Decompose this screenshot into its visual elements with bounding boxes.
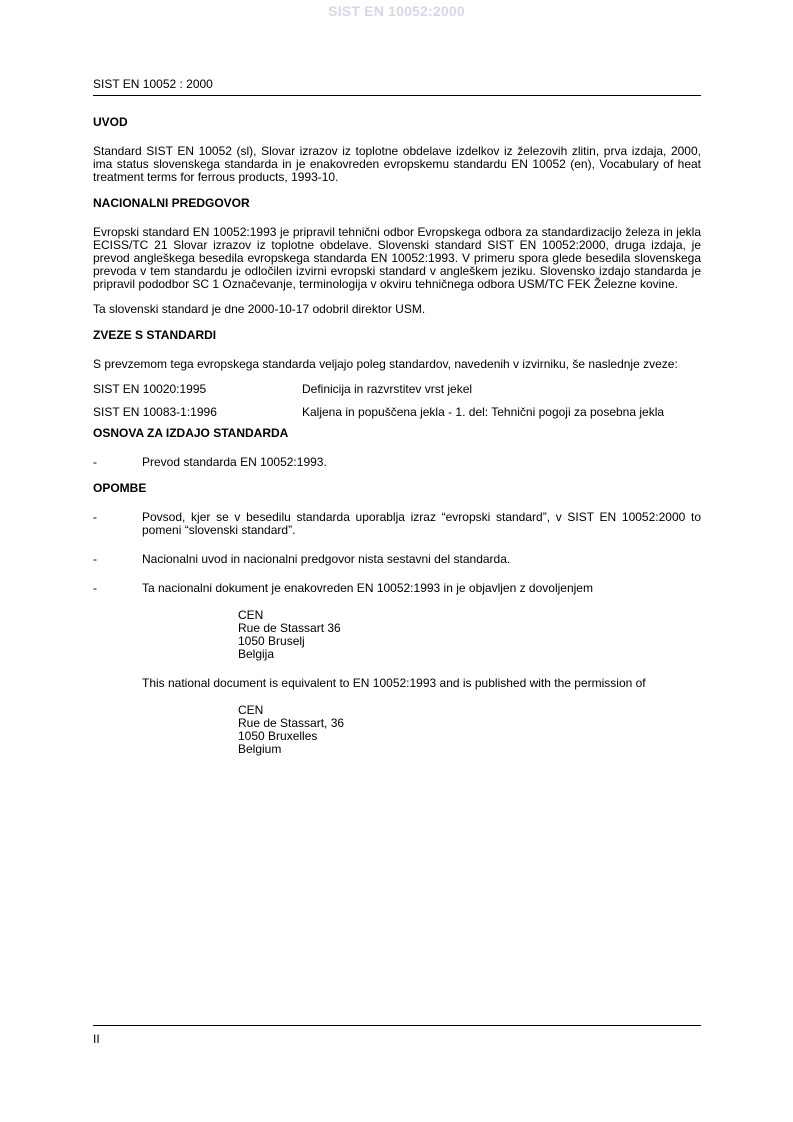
list-item (93, 553, 701, 566)
opombe-heading: OPOMBE (93, 481, 147, 495)
osnova-heading: OSNOVA ZA IZDAJO STANDARDA (93, 426, 289, 440)
related-standard-code: SIST EN 10083-1:1996 (93, 405, 217, 419)
related-standard-title: Kaljena in popuščena jekla - 1. del: Tehnični pogoji za posebna jekla (302, 405, 665, 419)
address-line: Belgija (238, 647, 275, 661)
list-dash: - (93, 455, 97, 469)
predgovor-text-1: Evropski standard EN 10052:1993 je pripravil tehnični odbor Evropskega odbora za standardizacijo železa in jekla ECISS/TC 21 Slovar izrazov iz toplotne obdelave. Slovenski standard SIST EN 10052:2000, druga izdaja, je prevod angleškega besedila evropskega standarda EN 10052:1993. V primeru spora glede besedila slovenskega prevoda v tem standardu je odločilen izvirni evropski standard v angleškem jeziku. Slovensko izdajo standarda je pripravil pododbor SC 1 Označevanje, terminologija v okviru tehničnega odbora USM/TC FEK Železne kovine. (93, 225, 701, 291)
list-item (93, 582, 701, 595)
address-line: Belgium (238, 742, 282, 756)
header-rule (93, 95, 701, 96)
address-line: Rue de Stassart 36 (238, 621, 341, 635)
related-standard-row (93, 383, 701, 396)
predgovor-text-2: Ta slovenski standard je dne 2000-10-17 odobril direktor USM. (93, 302, 426, 316)
page-number: II (93, 1032, 100, 1046)
address-line: Rue de Stassart, 36 (238, 716, 345, 730)
predgovor-heading: NACIONALNI PREDGOVOR (93, 196, 250, 210)
document-body (93, 116, 701, 756)
footer-rule (93, 1025, 701, 1026)
related-standard-title: Definicija in razvrstitev vrst jekel (302, 382, 473, 396)
list-item (93, 456, 701, 469)
zveze-heading: ZVEZE S STANDARDI (93, 328, 217, 342)
address-line: CEN (238, 608, 264, 622)
list-dash: - (93, 510, 97, 524)
list-dash: - (93, 552, 97, 566)
english-note: This national document is equivalent to EN 10052:1993 and is published with the permission of (142, 676, 646, 690)
list-item (93, 511, 701, 537)
address-slovene (238, 609, 701, 661)
address-english (238, 704, 701, 756)
list-text: Ta nacionalni dokument je enakovreden EN 10052:1993 in je objavljen z dovoljenjem (142, 581, 593, 595)
related-standard-row (93, 406, 701, 419)
address-line: 1050 Bruselj (238, 634, 305, 648)
list-text: Prevod standarda EN 10052:1993. (142, 455, 327, 469)
watermark: SIST EN 10052:2000 (328, 3, 465, 19)
address-line: 1050 Bruxelles (238, 729, 318, 743)
list-text: Nacionalni uvod in nacionalni predgovor nista sestavni del standarda. (142, 552, 511, 566)
list-text: Povsod, kjer se v besedilu standarda uporablja izraz “evropski standard”, v SIST EN 10052:2000 to pomeni “slovenski standard”. (142, 510, 701, 537)
uvod-text: Standard SIST EN 10052 (sl), Slovar izrazov iz toplotne obdelave izdelkov iz železovih zlitin, prva izdaja, 2000, ima status slovenskega standarda in je enakovreden evropskemu standardu EN 10052 (en), Vocabulary of heat treatment terms for ferrous products, 1993-10. (93, 144, 701, 184)
zveze-text: S prevzemom tega evropskega standarda veljajo poleg standardov, navedenih v izvirniku, še naslednje zveze: (93, 357, 678, 371)
address-line: CEN (238, 703, 264, 717)
list-dash: - (93, 581, 97, 595)
header-code: SIST EN 10052 : 2000 (93, 77, 213, 91)
uvod-heading: UVOD (93, 115, 128, 129)
related-standard-code: SIST EN 10020:1995 (93, 382, 207, 396)
